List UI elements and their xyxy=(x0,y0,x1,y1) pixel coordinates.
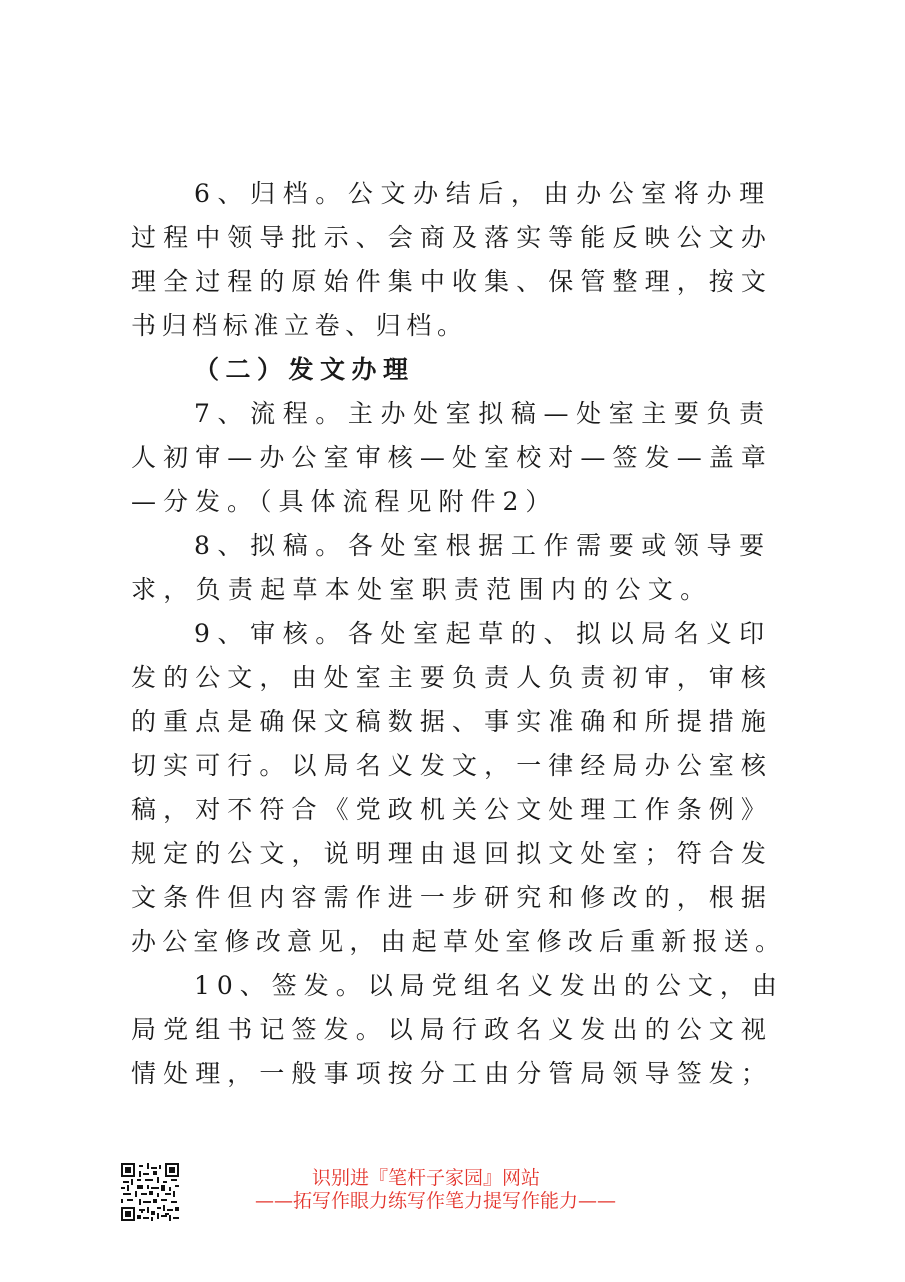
paragraph-line xyxy=(131,568,731,612)
paragraph-line xyxy=(131,480,561,524)
paragraph-line xyxy=(131,788,781,832)
line-text: 的重点是确保文稿数据、事实准确和所提措施 xyxy=(131,707,774,736)
paragraph-line xyxy=(194,524,774,568)
line-text: 8、拟稿。各处室根据工作需要或领导要 xyxy=(194,531,772,560)
line-text: 情处理，一般事项按分工由分管局领导签发； xyxy=(131,1059,774,1088)
paragraph-line xyxy=(194,964,784,1008)
line-text: —分发。（具体流程见附件2） xyxy=(131,487,558,516)
line-text: 稿，对不符合《党政机关公文处理工作条例》 xyxy=(131,795,774,824)
paragraph-line xyxy=(131,744,781,788)
paragraph-line xyxy=(131,260,781,304)
line-text: 7、流程。主办处室拟稿—处室主要负责 xyxy=(194,399,772,428)
paragraph-line xyxy=(131,1052,781,1096)
line-text: 局党组书记签发。以局行政名义发出的公文视 xyxy=(131,1015,774,1044)
paragraph-line xyxy=(194,172,774,216)
paragraph-line xyxy=(131,920,811,964)
paragraph-line xyxy=(131,216,781,260)
paragraph-line xyxy=(194,612,774,656)
paragraph-line xyxy=(131,832,781,876)
line-text: 6、归档。公文办结后，由办公室将办理 xyxy=(194,179,772,208)
line-text: 书归档标准立卷、归档。 xyxy=(131,311,468,340)
heading-text: （二）发文办理 xyxy=(194,355,415,384)
footer-line1-text: 识别进『笔杆子家园』网站 xyxy=(312,1167,541,1189)
paragraph-line xyxy=(131,700,781,744)
line-text: 发的公文，由处室主要负责人负责初审，审核 xyxy=(131,663,774,692)
line-text: 文条件但内容需作进一步研究和修改的，根据 xyxy=(131,883,774,912)
line-text: 切实可行。以局名义发文，一律经局办公室核 xyxy=(131,751,774,780)
section-heading xyxy=(194,348,424,392)
line-text: 9、审核。各处室起草的、拟以局名义印 xyxy=(194,619,772,648)
paragraph-line xyxy=(194,392,774,436)
paragraph-line xyxy=(131,656,781,700)
paragraph-line xyxy=(131,436,781,480)
line-text: 10、签发。以局党组名义发出的公文，由 xyxy=(194,971,784,1000)
line-text: 规定的公文，说明理由退回拟文处室；符合发 xyxy=(131,839,774,868)
paragraph-line xyxy=(131,304,491,348)
line-text: 人初审—办公室审核—处室校对—签发—盖章 xyxy=(131,443,774,472)
footer-slogan xyxy=(0,1186,905,1213)
line-text: 办公室修改意见，由起草处室修改后重新报送。 xyxy=(131,927,787,956)
line-text: 理全过程的原始件集中收集、保管整理，按文 xyxy=(131,267,774,296)
paragraph-line xyxy=(131,876,781,920)
line-text: 求，负责起草本处室职责范围内的公文。 xyxy=(131,575,713,604)
line-text: 过程中领导批示、会商及落实等能反映公文办 xyxy=(131,223,774,252)
paragraph-line xyxy=(131,1008,781,1052)
footer-line2-text: ——拓写作眼力练写作笔力提写作能力—— xyxy=(255,1190,617,1212)
